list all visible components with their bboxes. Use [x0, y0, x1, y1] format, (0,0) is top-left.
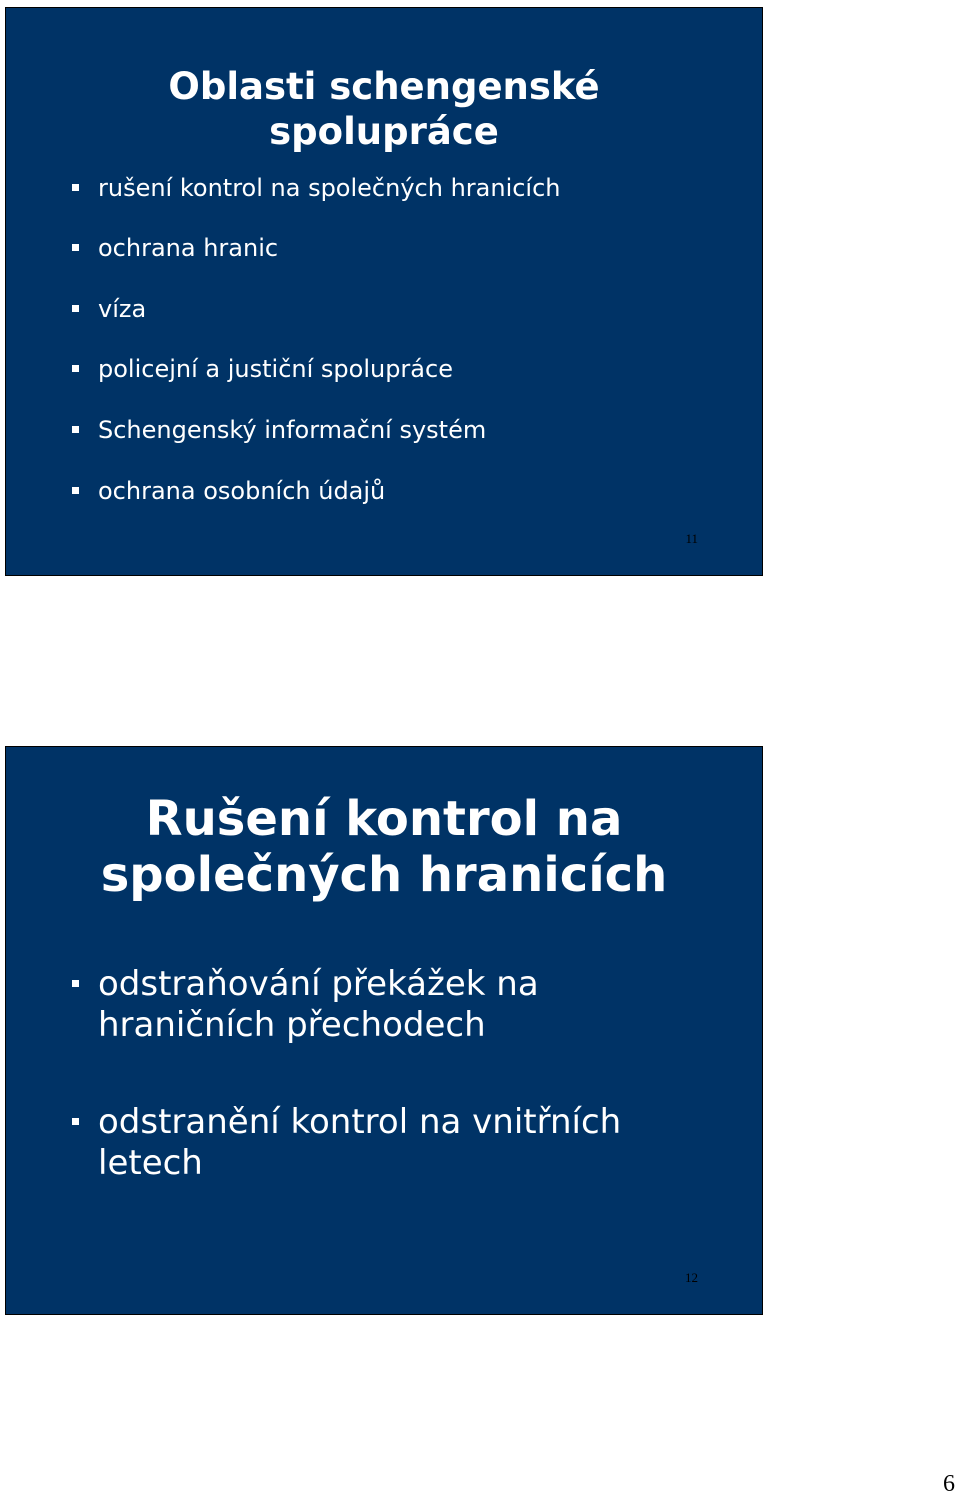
square-bullet-icon	[72, 365, 79, 372]
slide-title-line-2: spolupráce	[269, 110, 499, 153]
square-bullet-icon	[72, 426, 79, 433]
bullet-text: ochrana osobních údajů	[98, 477, 386, 505]
slide-title	[6, 791, 762, 903]
square-bullet-icon	[72, 184, 79, 191]
bullet-item	[6, 170, 762, 206]
slide-number: 12	[685, 1270, 698, 1285]
bullet-text: odstraňování překážek na hraničních přechodech	[98, 964, 539, 1045]
slide-number: 11	[685, 531, 698, 546]
bullet-text: odstranění kontrol na vnitřních letech	[98, 1102, 622, 1183]
bullet-text: rušení kontrol na společných hranicích	[98, 174, 561, 202]
square-bullet-icon	[72, 980, 79, 987]
slide-title-line-1: Rušení kontrol na	[145, 791, 623, 847]
square-bullet-icon	[72, 244, 79, 251]
square-bullet-icon	[72, 305, 79, 312]
bullet-item	[6, 291, 762, 327]
slide-11	[5, 7, 763, 576]
slide-12	[5, 746, 763, 1315]
slide-title-line-2: společných hranicích	[100, 847, 668, 903]
bullet-item	[6, 473, 762, 509]
bullet-text: Schengenský informační systém	[98, 416, 487, 444]
square-bullet-icon	[72, 1118, 79, 1125]
slide-title	[6, 64, 762, 154]
bullet-text: víza	[98, 295, 147, 323]
bullet-item	[6, 412, 762, 448]
bullet-text: ochrana hranic	[98, 234, 279, 262]
bullet-text: policejní a justiční spolupráce	[98, 355, 453, 383]
page-number: 6	[943, 1471, 955, 1497]
bullet-item	[6, 230, 762, 266]
square-bullet-icon	[72, 487, 79, 494]
bullet-item	[6, 351, 762, 387]
slide-title-line-1: Oblasti schengenské	[168, 65, 600, 108]
